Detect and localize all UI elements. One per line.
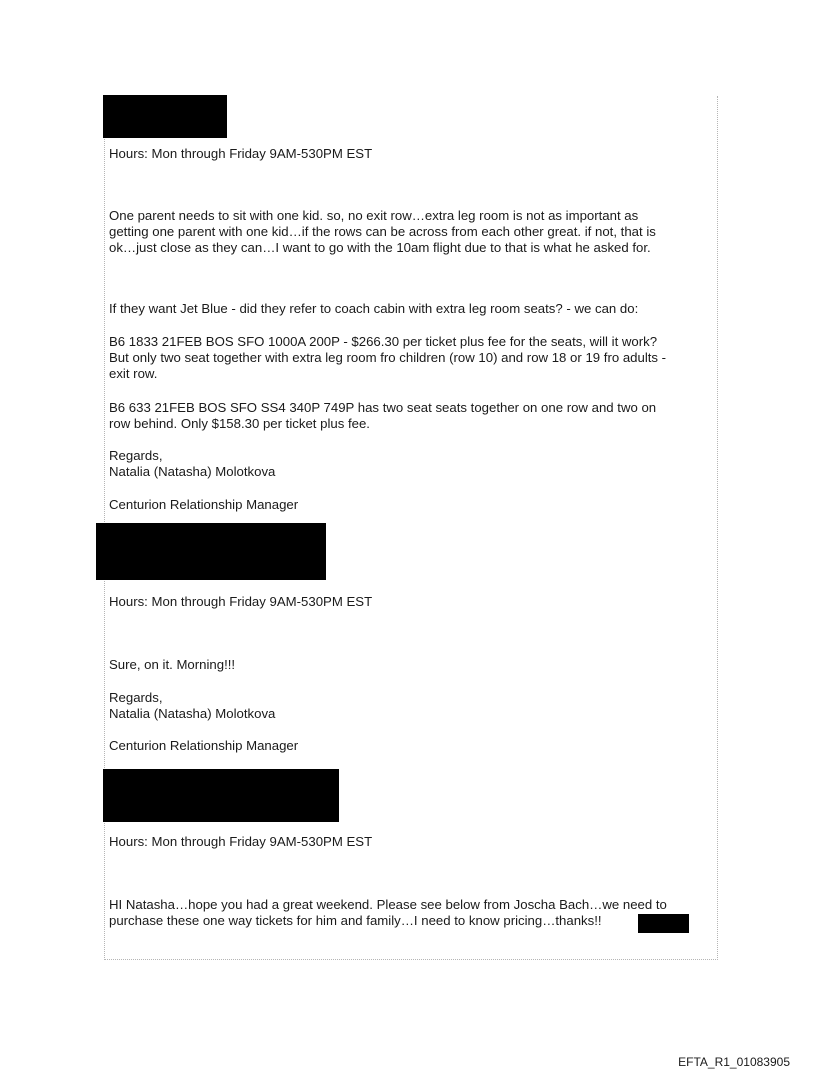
- message-line: getting one parent with one kid…if the rows can be across from each other great. if not, that is: [109, 224, 656, 239]
- signature-title: Centurion Relationship Manager: [109, 738, 299, 753]
- hours-line: Hours: Mon through Friday 9AM-530PM EST: [109, 146, 373, 161]
- redaction-box: [103, 769, 339, 822]
- message-line: ok…just close as they can…I want to go with the 10am flight due to that is what he asked for.: [109, 240, 651, 255]
- redaction-box: [103, 95, 227, 138]
- signature-name: Natalia (Natasha) Molotkova: [109, 464, 276, 479]
- flight-option-line: B6 633 21FEB BOS SFO SS4 340P 749P has two seat seats together on one row and two on: [109, 400, 657, 415]
- signature-regards: Regards,: [109, 690, 163, 705]
- redaction-box: [96, 523, 326, 580]
- signature-regards: Regards,: [109, 448, 163, 463]
- message-line: One parent needs to sit with one kid. so, no exit row…extra leg room is not as important as: [109, 208, 639, 223]
- hours-line: Hours: Mon through Friday 9AM-530PM EST: [109, 594, 373, 609]
- flight-option-line: row behind. Only $158.30 per ticket plus fee.: [109, 416, 370, 431]
- signature-name: Natalia (Natasha) Molotkova: [109, 706, 276, 721]
- flight-option-line: exit row.: [109, 366, 158, 381]
- redaction-box: [638, 914, 689, 933]
- flight-option-line: B6 1833 21FEB BOS SFO 1000A 200P - $266.30 per ticket plus fee for the seats, will it work?: [109, 334, 658, 349]
- signature-title: Centurion Relationship Manager: [109, 497, 299, 512]
- message-line: HI Natasha…hope you had a great weekend. Please see below from Joscha Bach…we need to: [109, 897, 667, 912]
- flight-option-line: But only two seat together with extra leg room fro children (row 10) and row 18 or 19 fro adults -: [109, 350, 667, 365]
- message-line: purchase these one way tickets for him and family…I need to know pricing…thanks!!: [109, 913, 602, 928]
- document-id: EFTA_R1_01083905: [678, 1055, 790, 1069]
- hours-line: Hours: Mon through Friday 9AM-530PM EST: [109, 834, 373, 849]
- message-line: Sure, on it. Morning!!!: [109, 657, 236, 672]
- message-line: If they want Jet Blue - did they refer to coach cabin with extra leg room seats? - we can do:: [109, 301, 639, 316]
